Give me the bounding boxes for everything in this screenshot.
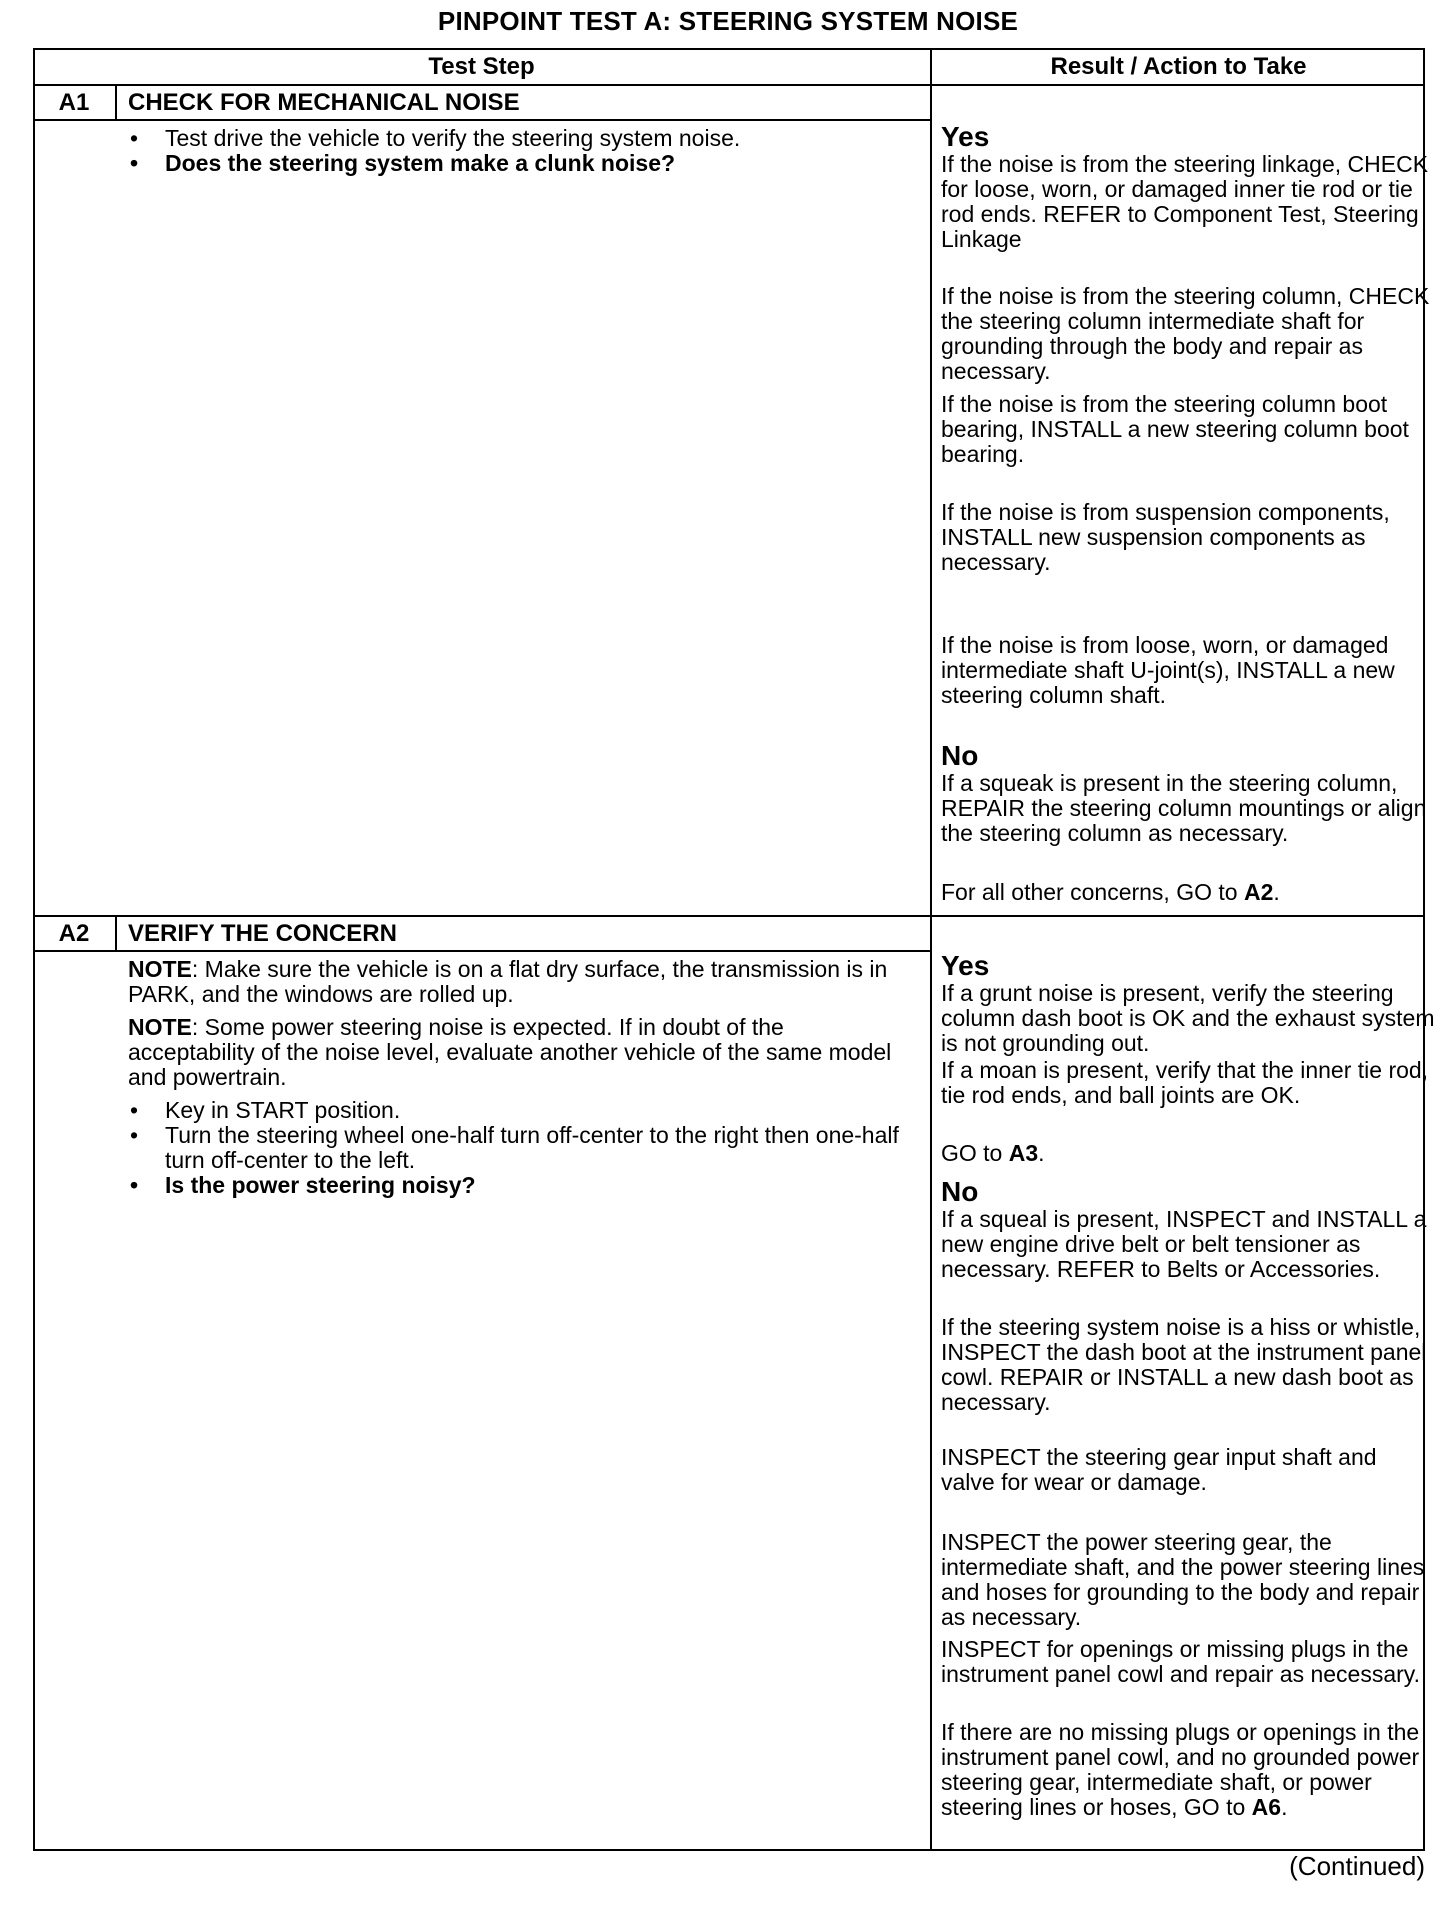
- step-a1-question: • Does the steering system make a clunk noise?: [130, 150, 676, 176]
- continued-label: (Continued): [1289, 1851, 1425, 1881]
- step-a2-yes-goto: GO to A3.: [941, 1140, 1045, 1166]
- result-text: If a moan is present, verify that the inner tie rod, tie rod ends, and ball joints are OK.: [941, 1057, 1429, 1108]
- result-text: If the noise is from loose, worn, or damaged intermediate shaft U-joint(s), INSTALL a new steering column shaft.: [941, 632, 1395, 708]
- a2-id-divider: [115, 915, 117, 951]
- step-a1-goto: For all other concerns, GO to A2.: [941, 879, 1280, 905]
- page-title: PINPOINT TEST A: STEERING SYSTEM NOISE: [437, 6, 1019, 36]
- step-a2-question: • Is the power steering noisy?: [130, 1172, 476, 1198]
- step-a2-instructions: [128, 957, 908, 1198]
- step-a1-id: A1: [58, 89, 90, 116]
- goto-a6-link[interactable]: A6: [1251, 1794, 1282, 1820]
- result-text: INSPECT the steering gear input shaft and valve for wear or damage.: [941, 1444, 1377, 1495]
- step-a2-bullet: • Key in START position.: [130, 1097, 401, 1123]
- column-divider: [930, 48, 932, 1851]
- result-text: If a grunt noise is present, verify the steering column dash boot is OK and the exhaust system is not grounding out.: [941, 980, 1435, 1056]
- result-text: If the steering system noise is a hiss or whistle, INSPECT the dash boot at the instrument panel cowl. REPAIR or INSTALL a new dash boot as necessary.: [941, 1314, 1427, 1415]
- header-divider: [33, 84, 1425, 86]
- result-text: If the noise is from the steering linkage, CHECK for loose, worn, or damaged inner tie rod or tie rod ends. REFER to Component Test, Steering Linkage: [941, 151, 1429, 252]
- no-label: No: [941, 1176, 979, 1207]
- note: NOTE: Make sure the vehicle is on a flat dry surface, the transmission is in PARK, and the windows are rolled up.: [128, 956, 888, 1007]
- yes-label: Yes: [941, 121, 990, 152]
- yes-label: Yes: [941, 950, 990, 981]
- result-text: INSPECT for openings or missing plugs in the instrument panel cowl and repair as necessary.: [941, 1636, 1420, 1687]
- result-text: If a squeal is present, INSPECT and INSTALL a new engine drive belt or belt tensioner as necessary. REFER to Belts or Accessories.: [941, 1206, 1427, 1282]
- step-a2-id: A2: [58, 920, 90, 947]
- step-a2-yes-results: [941, 951, 1441, 1056]
- step-a2-title: VERIFY THE CONCERN: [128, 920, 397, 947]
- no-label: No: [941, 740, 979, 771]
- result-text: If a squeak is present in the steering column, REPAIR the steering column mountings or align the steering column as necessary.: [941, 770, 1427, 846]
- result-text: If the noise is from the steering column, CHECK the steering column intermediate shaft for grounding through the body and repair as necessary.: [941, 283, 1430, 384]
- a2-title-underline: [33, 950, 930, 952]
- step-a1-title: CHECK FOR MECHANICAL NOISE: [128, 89, 520, 116]
- result-text: If the noise is from suspension components, INSTALL new suspension components as necessary.: [941, 499, 1390, 575]
- goto-a3-link[interactable]: A3: [1008, 1140, 1039, 1166]
- note: NOTE: Some power steering noise is expected. If in doubt of the acceptability of the noise level, evaluate another vehicle of the same model and powertrain.: [128, 1014, 892, 1090]
- step-a1-no-results: [941, 741, 1441, 846]
- a1-id-divider: [115, 84, 117, 120]
- step-a2-bullet: • Turn the steering wheel one-half turn off-center to the right then one-half turn off-center to the left.: [130, 1122, 899, 1173]
- step-a2-no-results: [941, 1177, 1441, 1282]
- a1-bottom-rule: [33, 915, 1425, 917]
- header-test-step: Test Step: [428, 53, 535, 80]
- result-text: INSPECT the power steering gear, the intermediate shaft, and the power steering lines and hoses for grounding to the body and repair as necessary.: [941, 1529, 1425, 1630]
- step-a1-results: [941, 122, 1441, 252]
- header-result: Result / Action to Take: [1050, 53, 1307, 80]
- result-text: If the noise is from the steering column boot bearing, INSTALL a new steering column boot bearing.: [941, 391, 1409, 467]
- goto-a2-link[interactable]: A2: [1243, 879, 1274, 905]
- step-a1-bullet: • Test drive the vehicle to verify the steering system noise.: [130, 125, 741, 151]
- step-a1-instructions: [128, 126, 918, 176]
- a1-title-underline: [33, 119, 930, 121]
- step-a2-final: If there are no missing plugs or openings in the instrument panel cowl, and no grounded power steering gear, intermediate shaft, or power steering lines or hoses, GO to A6.: [941, 1719, 1420, 1820]
